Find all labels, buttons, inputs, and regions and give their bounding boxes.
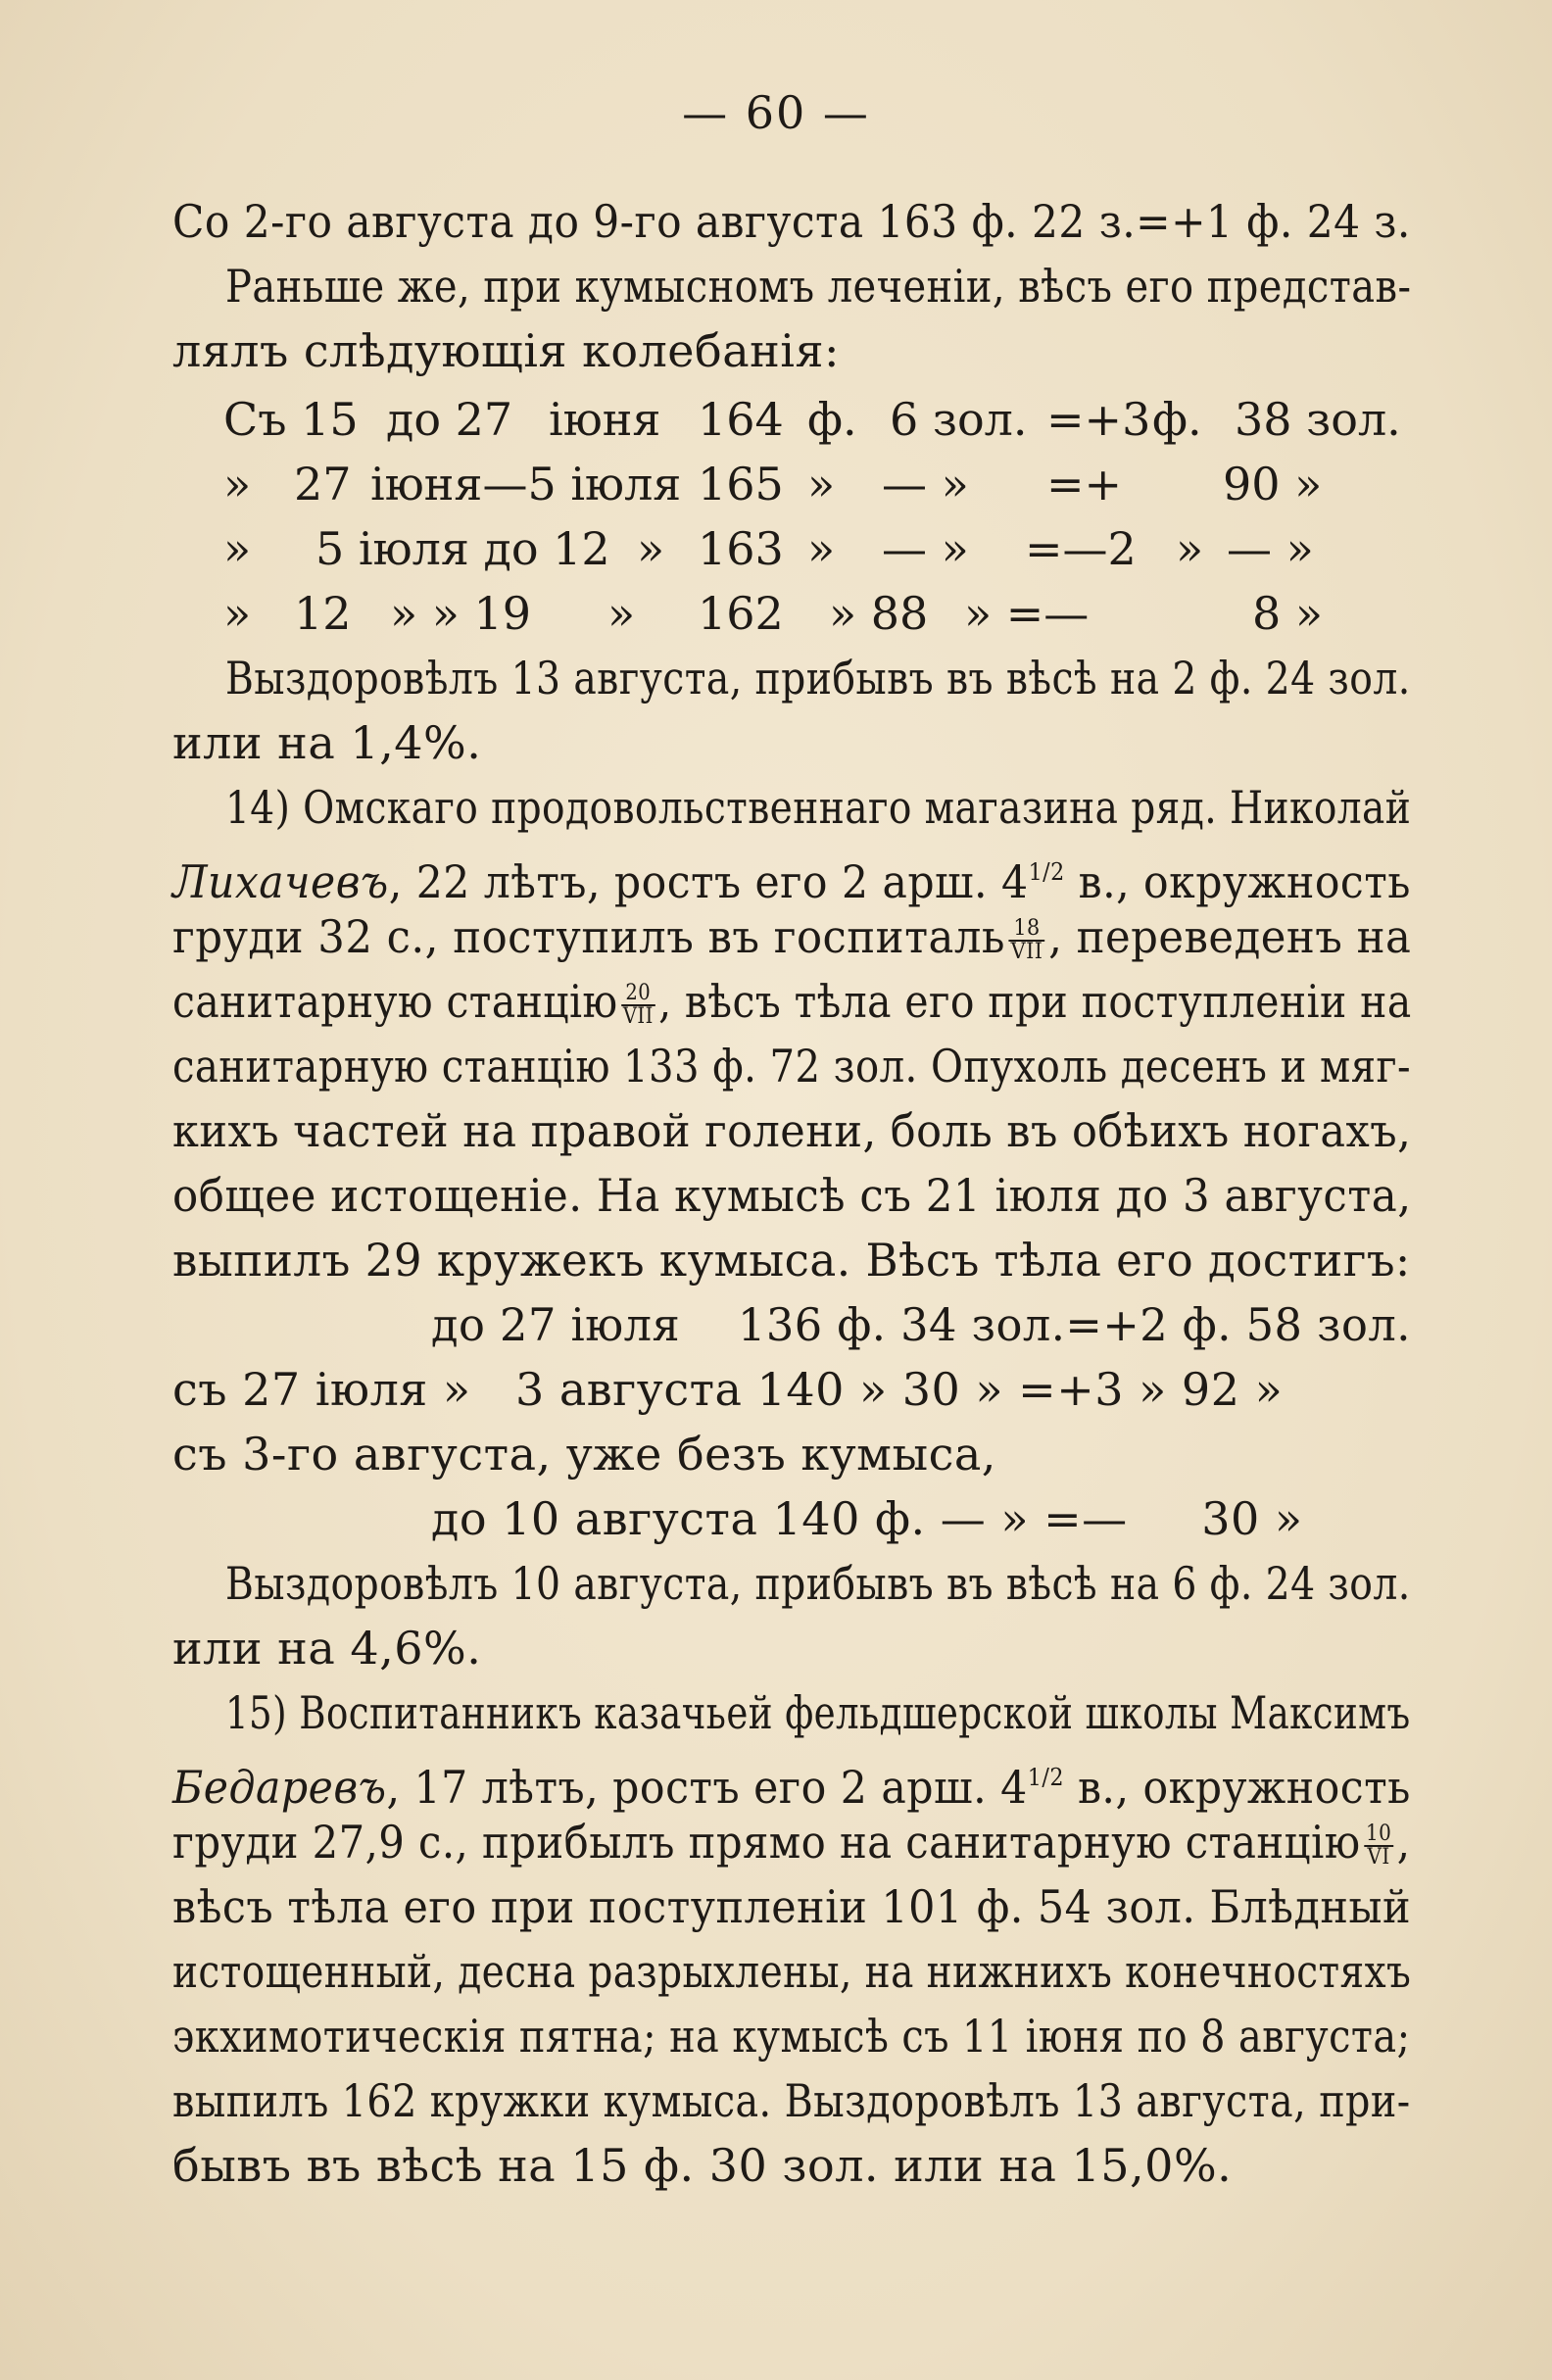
text-line: общее истощеніе. На кумысѣ съ 21 іюля до 3 августа,: [172, 1169, 1412, 1222]
table-cell: 8 »: [1252, 587, 1324, 640]
table-cell: »: [637, 522, 665, 575]
table-cell: 5 іюля до 12: [315, 522, 610, 575]
text-line: выпилъ 29 кружекъ кумыса. Вѣсъ тѣла его достигъ:: [172, 1234, 1411, 1287]
patient-name: Лихачевъ: [172, 855, 389, 908]
text-span: , 22 лѣтъ, ростъ его 2 арш. 4: [388, 855, 1029, 908]
text-line: [172, 845, 1411, 909]
text-line: съ 3-го августа, уже безъ кумыса,: [172, 1428, 996, 1481]
table-cell: 162: [698, 587, 784, 640]
table-cell: 12: [294, 587, 352, 640]
text-line: 14) Омскаго продовольственнаго магазина ряд. Николай: [225, 781, 1412, 834]
table-cell: 165: [698, 458, 784, 510]
table-cell: 6 зол.: [890, 393, 1028, 446]
text-line: Со 2-го августа до 9-го августа 163 ф. 22 з.=+1 ф. 24 з.: [172, 195, 1411, 248]
text-line: вѣсъ тѣла его при поступленіи 101 ф. 54 зол. Блѣдный: [172, 1880, 1412, 1933]
table-cell: » =—: [964, 587, 1090, 640]
text-span: в., окружность: [1063, 1761, 1411, 1814]
text-span: , вѣсъ тѣла его при поступленіи на: [658, 975, 1412, 1028]
fraction-denominator: VII: [1010, 940, 1043, 964]
patient-name: Бедаревъ: [172, 1761, 387, 1814]
text-span: в., окружность: [1064, 855, 1411, 908]
table-cell: до 27: [386, 393, 513, 446]
fraction-numerator: 20: [621, 983, 655, 1006]
text-line: лялъ слѣдующія колебанія:: [172, 324, 841, 377]
text-line: [172, 909, 1411, 964]
table-cell: 163: [698, 522, 784, 575]
table-cell: »: [1176, 522, 1204, 575]
text-line: или на 4,6%.: [172, 1622, 482, 1675]
table-cell: » 88: [829, 587, 929, 640]
text-line: съ 27 іюля » 3 августа 140 » 30 » =+3 » 92 »: [172, 1363, 1284, 1416]
text-line: выпилъ 162 кружки кумыса. Выздоровѣлъ 13 августа, при-: [172, 2074, 1411, 2127]
table-cell: =+3: [1046, 393, 1151, 446]
table-cell: — »: [882, 522, 969, 575]
text-span: груди 32 с., поступилъ въ госпиталь: [172, 910, 1005, 963]
text-span: санитарную станцію: [172, 975, 618, 1028]
table-cell: ф.: [1152, 393, 1202, 446]
text-span: груди 27,9 с., прибылъ прямо на санитарную станцію: [172, 1816, 1361, 1869]
text-line: Раньше же, при кумысномъ леченіи, вѣсъ его представ-: [225, 260, 1412, 313]
text-span: , переведенъ на: [1048, 910, 1412, 963]
table-cell: 164: [698, 393, 784, 446]
table-cell: =+: [1046, 458, 1123, 510]
table-cell: ф.: [807, 393, 857, 446]
table-cell: »: [607, 587, 636, 640]
table-cell: »: [807, 522, 836, 575]
text-line: 15) Воспитанникъ казачьей фельдшерской школы Максимъ: [225, 1686, 1411, 1739]
text-line: кихъ частей на правой голени, боль въ обѣихъ ногахъ,: [172, 1104, 1412, 1157]
text-span: ,: [1396, 1816, 1411, 1869]
table-cell: =—2: [1025, 522, 1137, 575]
table-cell: 90 »: [1223, 458, 1323, 510]
table-cell: 38 зол.: [1235, 393, 1401, 446]
table-cell: »: [223, 458, 252, 510]
text-line: бывъ въ вѣсѣ на 15 ф. 30 зол. или на 15,0%.: [172, 2139, 1233, 2192]
text-line: или на 1,4%.: [172, 716, 482, 769]
date-fraction: [621, 983, 655, 1028]
fraction-denominator: VI: [1367, 1845, 1390, 1870]
table-cell: Съ 15: [223, 393, 359, 446]
fraction-numerator: 18: [1009, 918, 1045, 942]
text-line: [172, 1750, 1411, 1815]
table-cell: »: [223, 522, 252, 575]
text-line: [172, 1815, 1410, 1870]
table-cell: іюня: [549, 393, 661, 446]
table-cell: — »: [1227, 522, 1314, 575]
fraction-numerator: 10: [1365, 1821, 1392, 1846]
text-line: экхимотическія пятна; на кумысѣ съ 11 іюня по 8 августа;: [172, 2010, 1411, 2063]
half-fraction: 1/2: [1028, 858, 1065, 886]
text-line: санитарную станцію 133 ф. 72 зол. Опухоль десенъ и мяг-: [172, 1040, 1411, 1093]
half-fraction: 1/2: [1027, 1764, 1064, 1791]
text-line: истощенный, десна разрыхлены, на нижнихъ конечностяхъ: [172, 1945, 1412, 1998]
table-cell: — »: [882, 458, 969, 510]
table-cell: »: [807, 458, 836, 510]
text-line: [172, 974, 1412, 1029]
text-line: Выздоровѣлъ 10 августа, прибывъ въ вѣсѣ на 6 ф. 24 зол.: [225, 1557, 1411, 1610]
text-line: до 27 іюля 136 ф. 34 зол.=+2 ф. 58 зол.: [431, 1298, 1411, 1351]
text-line: Выздоровѣлъ 13 августа, прибывъ въ вѣсѣ на 2 ф. 24 зол.: [225, 652, 1411, 704]
table-cell: іюня—5 іюля: [370, 458, 682, 510]
table-cell: »: [223, 587, 252, 640]
table-cell: » » 19: [390, 587, 532, 640]
fraction-denominator: VII: [622, 1004, 654, 1029]
text-line: до 10 августа 140 ф. — » =— 30 »: [431, 1492, 1303, 1545]
text-span: , 17 лѣтъ, ростъ его 2 арш. 4: [386, 1761, 1028, 1814]
page-number: — 60 —: [682, 86, 870, 139]
table-cell: 27: [294, 458, 352, 510]
date-fraction: [1364, 1823, 1393, 1869]
date-fraction: [1009, 918, 1045, 963]
